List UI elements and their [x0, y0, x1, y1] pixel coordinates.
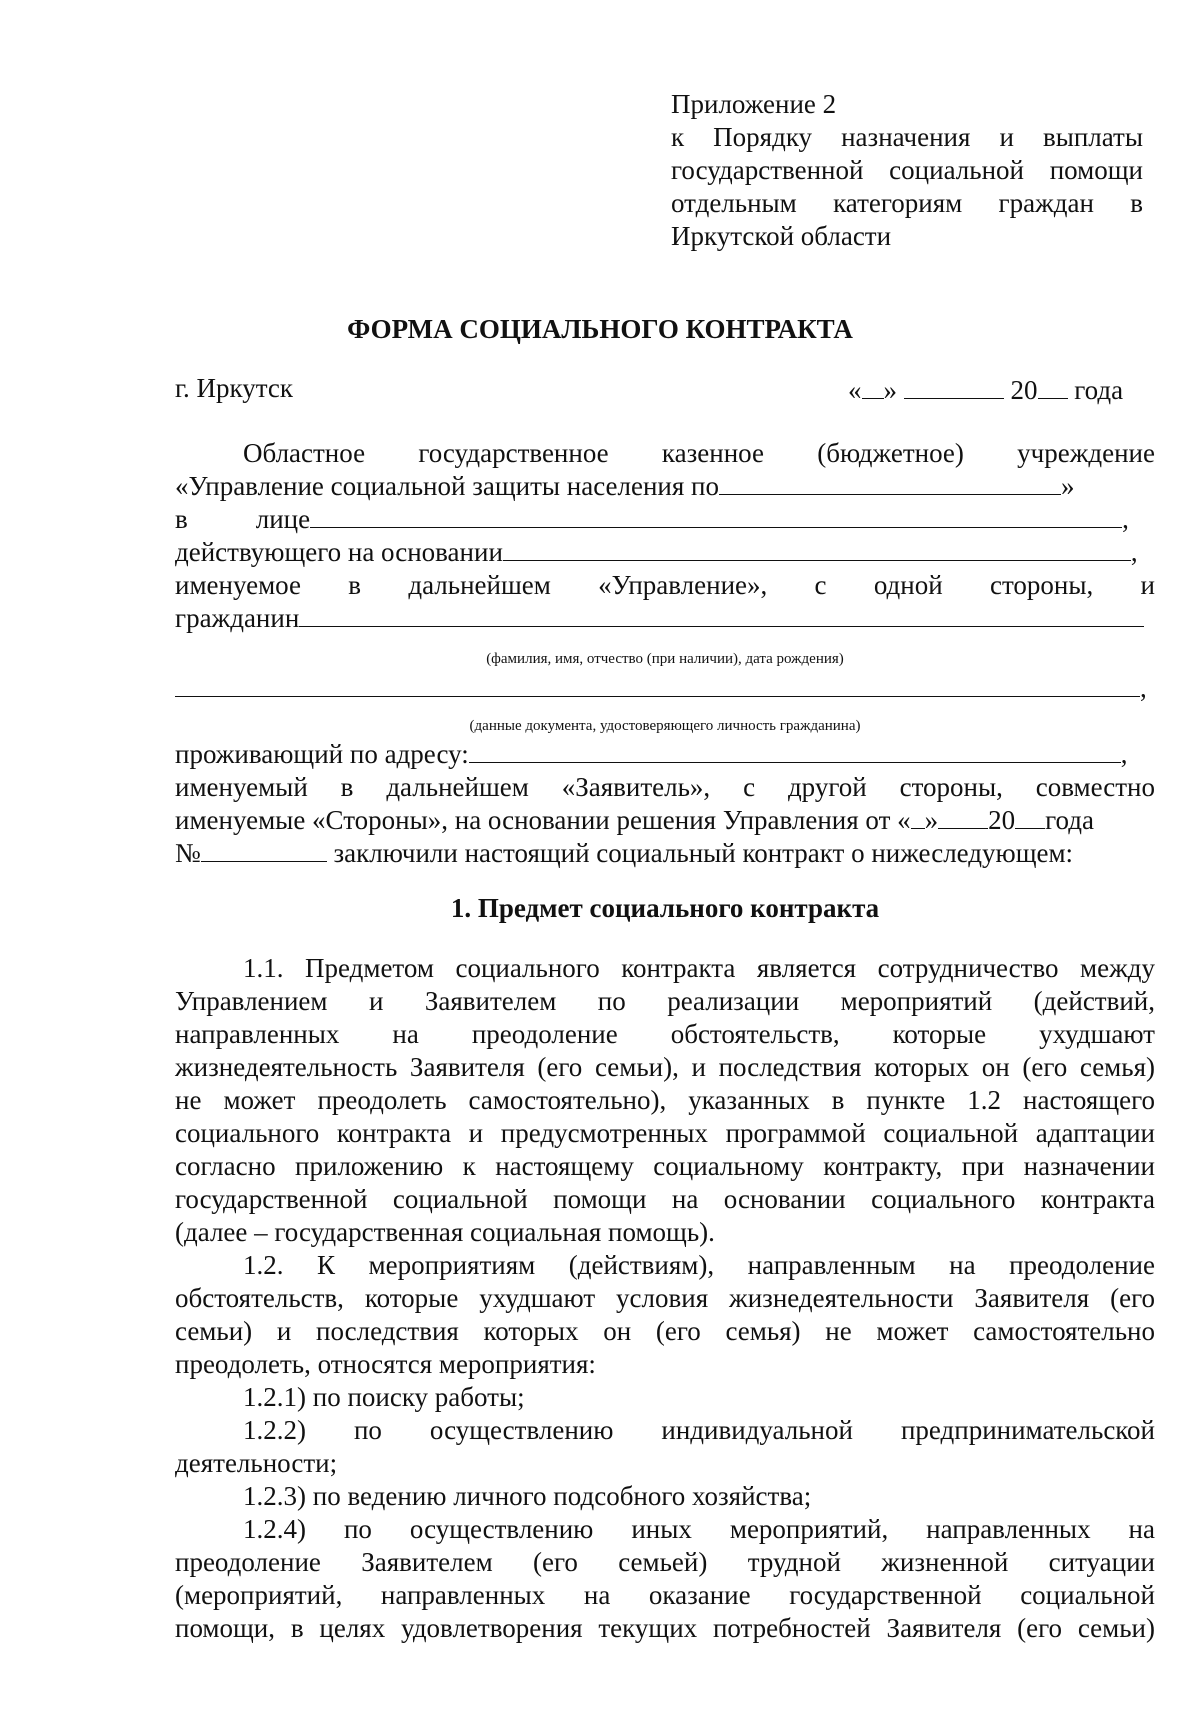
basis-blank [503, 536, 1131, 561]
citizen-name-blank [299, 602, 1144, 627]
p1-line-4 [175, 536, 1155, 569]
date-year-prefix: 20 [1010, 375, 1038, 405]
date-year-blank [1038, 374, 1068, 399]
p2-line-4-text: заключили настоящий социальный контракт о нижеследующем: [333, 838, 1074, 868]
decision-day-blank [911, 804, 925, 829]
p1-line-3 [175, 503, 1155, 536]
p1-line-3-face: лице [255, 504, 311, 534]
appendix-line-3: государственной социальной помощи [671, 155, 1143, 185]
p2-line-3-quote: » [924, 805, 939, 835]
date-day-blank [862, 374, 884, 399]
id-document-line [175, 672, 1155, 705]
date-open-quote: « [848, 375, 862, 405]
appendix-line-1: Приложение 2 [671, 89, 837, 119]
s12-line-2: обстоятельств, которые ухудшают условия жизнедеятельности Заявителя (его [175, 1283, 1155, 1313]
p2-line-3-year-word: года [1045, 805, 1094, 835]
p1-line-3-end: , [1122, 504, 1129, 534]
caption-fio: (фамилия, имя, отчество (при наличии), дата рождения) [486, 651, 844, 667]
p2-line-3-year-prefix: 20 [988, 805, 1016, 835]
s121-line: 1.2.1) по поиску работы; [243, 1382, 525, 1412]
s11-line-6: социального контракта и предусмотренных программой социальной адаптации [175, 1118, 1155, 1148]
appendix-line-2: к Порядку назначения и выплаты [671, 122, 1143, 152]
s12-line-1: 1.2. К мероприятиям (действиям), направленным на преодоление [243, 1250, 1155, 1280]
p2-line-1 [175, 738, 1155, 771]
p1-line-3-v: в [175, 504, 188, 534]
p2-line-2: именуемый в дальнейшем «Заявитель», с другой стороны, совместно [175, 772, 1155, 802]
date-month-blank [904, 374, 1004, 399]
p1-line-6 [175, 602, 1155, 635]
s122-line-2: деятельности; [175, 1448, 338, 1478]
s11-line-5: не может преодолеть самостоятельно), указанных в пункте 1.2 настоящего [175, 1085, 1155, 1115]
date-year-word: года [1074, 375, 1124, 405]
s11-line-1: 1.1. Предметом социального контракта является сотрудничество между [243, 953, 1155, 983]
s124-line-3: (мероприятий, направленных на оказание государственной социальной [175, 1580, 1155, 1610]
s11-line-2: Управлением и Заявителем по реализации мероприятий (действий, [175, 986, 1155, 1016]
s11-line-4: жизнедеятельность Заявителя (его семьи), и последствия которых он (его семья) [175, 1052, 1155, 1082]
id-document-blank [175, 672, 1140, 697]
decision-year-blank [1015, 804, 1045, 829]
p1-line-2-text: «Управление социальной защиты населения по [175, 471, 719, 501]
p1-line-2-end: » [1060, 471, 1075, 501]
decision-month-blank [938, 804, 988, 829]
s11-line-8: государственной социальной помощи на основании социального контракта [175, 1184, 1155, 1214]
office-name-blank [719, 470, 1061, 495]
p2-line-1-end: , [1120, 739, 1128, 769]
s124-line-1: 1.2.4) по осуществлению иных мероприятий, направленных на [243, 1514, 1155, 1544]
s12-line-4: преодолеть, относятся мероприятия: [175, 1349, 596, 1379]
p2-line-3 [175, 804, 1155, 837]
s123-line: 1.2.3) по ведению личного подсобного хозяйства; [243, 1481, 812, 1511]
p2-line-4 [175, 837, 1155, 870]
s11-line-7: согласно приложению к настоящему социальному контракту, при назначении [175, 1151, 1155, 1181]
p1-line-5: именуемое в дальнейшем «Управление», с одной стороны, и [175, 570, 1155, 600]
p1-line-6-text: гражданин [175, 603, 300, 633]
date-line [848, 374, 1123, 407]
s12-line-3: семьи) и последствия которых он (его семья) не может самостоятельно [175, 1316, 1155, 1346]
section-1-title: 1. Предмет социального контракта [450, 893, 880, 923]
s124-line-4: помощи, в целях удовлетворения текущих потребностей Заявителя (его семьи) [175, 1613, 1155, 1643]
p2-line-1-text: проживающий по адресу: [175, 739, 469, 769]
id-document-comma: , [1140, 673, 1147, 703]
p1-line-4-text: действующего на основании [175, 537, 503, 567]
s11-line-3: направленных на преодоление обстоятельств, которые ухудшают [175, 1019, 1155, 1049]
p1-line-1: Областное государственное казенное (бюджетное) учреждение [243, 438, 1155, 468]
document-title: ФОРМА СОЦИАЛЬНОГО КОНТРАКТА [347, 314, 853, 344]
p1-line-4-end: , [1130, 537, 1138, 567]
address-blank [469, 738, 1121, 763]
s124-line-2: преодоление Заявителем (его семьей) трудной жизненной ситуации [175, 1547, 1155, 1577]
date-close-quote: » [883, 375, 897, 405]
appendix-line-4: отдельным категориям граждан в [671, 188, 1143, 218]
p1-line-2 [175, 470, 1155, 503]
caption-id-document: (данные документа, удостоверяющего личность гражданина) [469, 718, 861, 734]
appendix-line-5: Иркутской области [671, 221, 892, 251]
decision-number-sign: № [175, 838, 201, 868]
decision-number-blank [201, 837, 327, 862]
place-label: г. Иркутск [175, 373, 293, 403]
representative-blank [310, 503, 1122, 528]
s11-line-9: (далее – государственная социальная помощь). [175, 1217, 715, 1247]
s122-line-1: 1.2.2) по осуществлению индивидуальной предпринимательской [243, 1415, 1155, 1445]
p2-line-3-text: именуемые «Стороны», на основании решения Управления от « [175, 805, 911, 835]
